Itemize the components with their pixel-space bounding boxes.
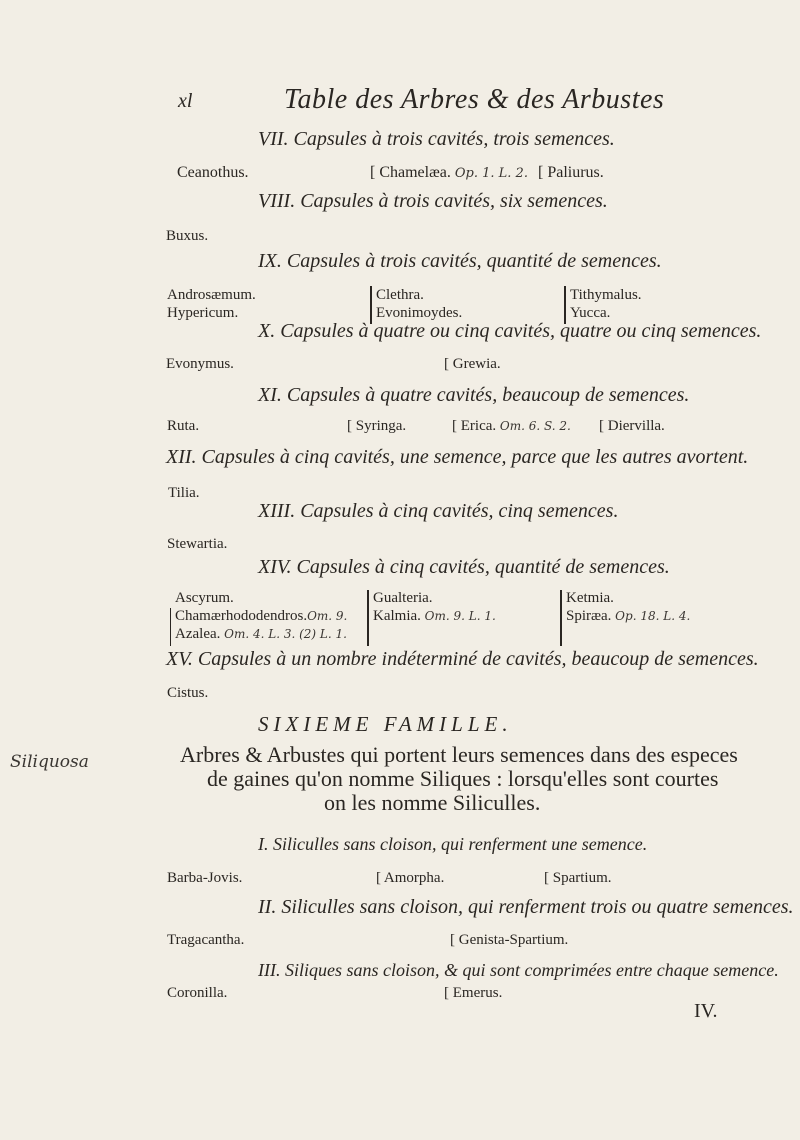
brace (170, 608, 171, 646)
subsection-heading-ii: II. Siliculles sans cloison, qui renferment trois ou quatre semences. (258, 896, 794, 918)
genus-spiraea: Spiræa. Op. 18. L. 4. (566, 608, 691, 624)
catchword: IV. (694, 1000, 718, 1022)
section-heading-xi: XI. Capsules à quatre cavités, beaucoup de semences. (258, 384, 690, 406)
genus-cistus: Cistus. (167, 685, 209, 701)
genus-evonymus: Evonymus. (166, 356, 234, 372)
section-heading-viii: VIII. Capsules à trois cavités, six semences. (258, 190, 608, 212)
genus-erica: [ Erica. Om. 6. S. 2. (452, 418, 571, 434)
genus-buxus: Buxus. (166, 228, 209, 244)
annotation: Om. 9. L. 1. (424, 609, 496, 623)
genus-chamelaea: [ Chamelæa. Op. 1. L. 2. (370, 164, 528, 181)
brace (367, 590, 369, 646)
running-title: Table des Arbres & des Arbustes (284, 84, 665, 115)
genus-kalmia: Kalmia. Om. 9. L. 1. (373, 608, 496, 624)
genus-grewia: [ Grewia. (444, 356, 501, 372)
section-heading-x: X. Capsules à quatre ou cinq cavités, quatre ou cinq semences. (258, 320, 762, 342)
genus-stewartia: Stewartia. (167, 536, 228, 552)
genus-yucca: Yucca. (570, 305, 611, 321)
genus-ruta: Ruta. (167, 418, 200, 434)
subsection-heading-i: I. Siliculles sans cloison, qui renferment une semence. (258, 834, 648, 854)
annotation: Op. 1. L. 2. (454, 166, 528, 181)
genus-amorpha: [ Amorpha. (376, 870, 445, 886)
genus-chamaerhododendros: Chamærhododendros.Om. 9. (175, 608, 348, 624)
genus-paliurus: [ Paliurus. (538, 164, 604, 181)
genus-ceanothus: Ceanothus. (177, 164, 249, 181)
genus-emerus: [ Emerus. (444, 985, 503, 1001)
section-heading-xv: XV. Capsules à un nombre indéterminé de cavités, beaucoup de semences. (166, 648, 759, 670)
genus-azalea: Azalea. Om. 4. L. 3. (2) L. 1. (175, 626, 347, 642)
genus-tithymalus: Tithymalus. (570, 287, 642, 303)
brace (370, 286, 372, 324)
family-intro-line-3: on les nomme Siliculles. (324, 790, 541, 815)
family-title: SIXIEME FAMILLE. (258, 712, 513, 736)
section-heading-xiii: XIII. Capsules à cinq cavités, cinq semences. (258, 500, 619, 522)
genus-diervilla: [ Diervilla. (599, 418, 665, 434)
genus-barba-jovis: Barba-Jovis. (167, 870, 243, 886)
section-heading-xiv: XIV. Capsules à cinq cavités, quantité de semences. (258, 556, 670, 578)
annotation: Op. 18. L. 4. (615, 609, 691, 623)
genus-syringa: [ Syringa. (347, 418, 407, 434)
family-intro-line-2: de gaines qu'on nomme Siliques : lorsqu'elles sont courtes (207, 766, 719, 791)
brace (564, 286, 566, 324)
genus-spartium: [ Spartium. (544, 870, 612, 886)
page-number: xl (178, 90, 193, 112)
genus-ketmia: Ketmia. (566, 590, 614, 606)
section-heading-xii: XII. Capsules à cinq cavités, une semence, parce que les autres avortent. (166, 446, 749, 468)
annotation: Om. 6. S. 2. (499, 419, 571, 433)
subsection-heading-iii: III. Siliques sans cloison, & qui sont comprimées entre chaque semence. (258, 960, 779, 980)
genus-androsaemum: Androsæmum. (167, 287, 256, 303)
genus-coronilla: Coronilla. (167, 985, 228, 1001)
genus-hypericum: Hypericum. (167, 305, 239, 321)
annotation: Om. 9. (307, 609, 348, 623)
genus-tilia: Tilia. (168, 485, 200, 501)
genus-ascyrum: Ascyrum. (175, 590, 234, 606)
annotation: Om. 4. L. 3. (2) L. 1. (224, 627, 347, 641)
margin-note: Siliquosa (10, 752, 89, 772)
genus-evonimoydes: Evonimoydes. (376, 305, 463, 321)
genus-tragacantha: Tragacantha. (167, 932, 245, 948)
genus-clethra: Clethra. (376, 287, 424, 303)
section-heading-vii: VII. Capsules à trois cavités, trois semences. (258, 128, 615, 150)
brace (560, 590, 562, 646)
genus-gualteria: Gualteria. (373, 590, 433, 606)
section-heading-ix: IX. Capsules à trois cavités, quantité de semences. (258, 250, 662, 272)
family-intro-line-1: Arbres & Arbustes qui portent leurs semences dans des especes (180, 742, 738, 767)
genus-genista-spartium: [ Genista-Spartium. (450, 932, 569, 948)
